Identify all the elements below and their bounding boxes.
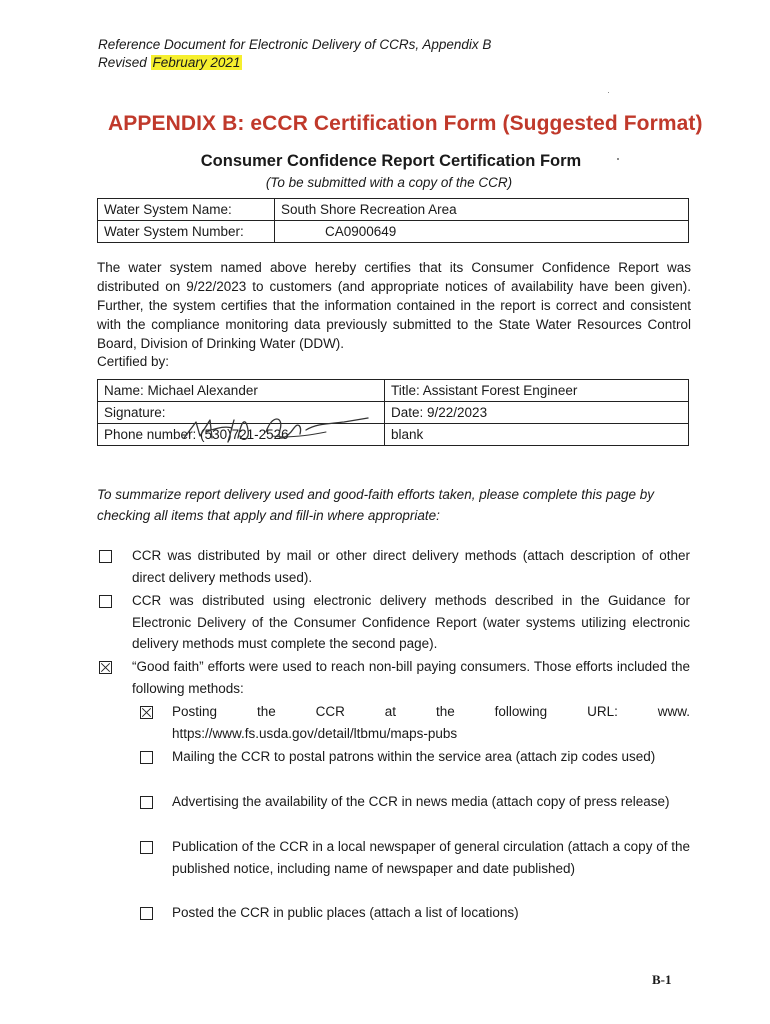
option-electronic-delivery: CCR was distributed using electronic delivery methods described in the Guidance for Electronic Delivery of the Consumer Confidence Report (water systems utilizing electronic delivery methods must complete the second page). <box>132 593 690 651</box>
checkbox-newspaper[interactable] <box>140 841 153 854</box>
checkbox-news-media[interactable] <box>140 796 153 809</box>
posting-url-line1: Posting the CCR at the following URL: www. <box>172 704 690 719</box>
signature-label: Signature: <box>98 402 385 424</box>
checkbox-good-faith[interactable] <box>99 661 112 674</box>
certified-by-label: Certified by: <box>97 354 170 369</box>
form-subtitle: (To be submitted with a copy of the CCR) <box>265 175 513 190</box>
suboption-public-places: Posted the CCR in public places (attach a list of locations) <box>172 905 519 920</box>
certifier-name: Name: Michael Alexander <box>98 380 385 402</box>
water-system-name-row <box>98 199 689 221</box>
certifier-blank: blank <box>385 424 689 446</box>
posting-url-link: https://www.fs.usda.gov/detail/ltbmu/maps-pubs <box>172 725 458 741</box>
revised-prefix: Revised <box>98 55 147 70</box>
revised-date-highlight: February 2021 <box>152 55 241 70</box>
checkbox-mailing-postal[interactable] <box>140 751 153 764</box>
scan-speck <box>617 158 619 160</box>
checkbox-public-places[interactable] <box>140 907 153 920</box>
certifier-title: Title: Assistant Forest Engineer <box>385 380 689 402</box>
page-number: B-1 <box>652 972 672 987</box>
water-system-number-label: Water System Number: <box>98 221 275 243</box>
handwritten-signature <box>176 408 376 458</box>
instructions-text: To summarize report delivery used and good-faith efforts taken, please complete this page by checking all items that apply and fill-in where appropriate: <box>97 487 655 523</box>
suboption-posting-url <box>172 701 690 744</box>
suboption-news-media: Advertising the availability of the CCR in news media (attach copy of press release) <box>172 794 670 809</box>
checkbox-posting-url[interactable] <box>140 706 153 719</box>
certification-paragraph: The water system named above hereby certifies that its Consumer Confidence Report was distributed on 9/22/2023 to customers (and appropriate notices of availability have been given). Further, the system certifies that the information contained in the report is correct and consistent with the compliance monitoring data previously submitted to the State Water Resources Control Board, Division of Drinking Water (DDW). <box>97 260 691 351</box>
water-system-number-row <box>98 221 689 243</box>
water-system-name-value: South Shore Recreation Area <box>275 199 689 221</box>
option-good-faith: “Good faith” efforts were used to reach non-bill paying consumers. Those efforts included the following methods: <box>132 659 690 696</box>
certifier-phone: Phone number: (530)721-2526 <box>98 424 385 446</box>
water-system-table <box>97 198 689 243</box>
water-system-number-value: CA0900649 <box>275 221 689 243</box>
suboption-mailing-postal: Mailing the CCR to postal patrons within the service area (attach zip codes used) <box>172 749 656 764</box>
certifier-date: Date: 9/22/2023 <box>385 402 689 424</box>
checkbox-mail-delivery[interactable] <box>99 550 112 563</box>
scan-speck <box>608 92 609 93</box>
suboption-newspaper: Publication of the CCR in a local newspaper of general circulation (attach a copy of the published notice, including name of newspaper and date published) <box>172 839 690 876</box>
header-reference: Reference Document for Electronic Delivery of CCRs, Appendix B <box>98 37 492 52</box>
appendix-title: APPENDIX B: eCCR Certification Form (Suggested Format) <box>108 112 703 135</box>
water-system-name-label: Water System Name: <box>98 199 275 221</box>
form-title: Consumer Confidence Report Certification Form <box>200 152 582 170</box>
option-mail-delivery: CCR was distributed by mail or other direct delivery methods (attach description of other direct delivery methods used). <box>132 548 690 585</box>
checkmark-x-icon <box>141 707 152 718</box>
header-revised <box>98 55 242 70</box>
certifier-row-1 <box>98 380 689 402</box>
checkbox-electronic-delivery[interactable] <box>99 595 112 608</box>
checkmark-x-icon <box>100 662 111 673</box>
